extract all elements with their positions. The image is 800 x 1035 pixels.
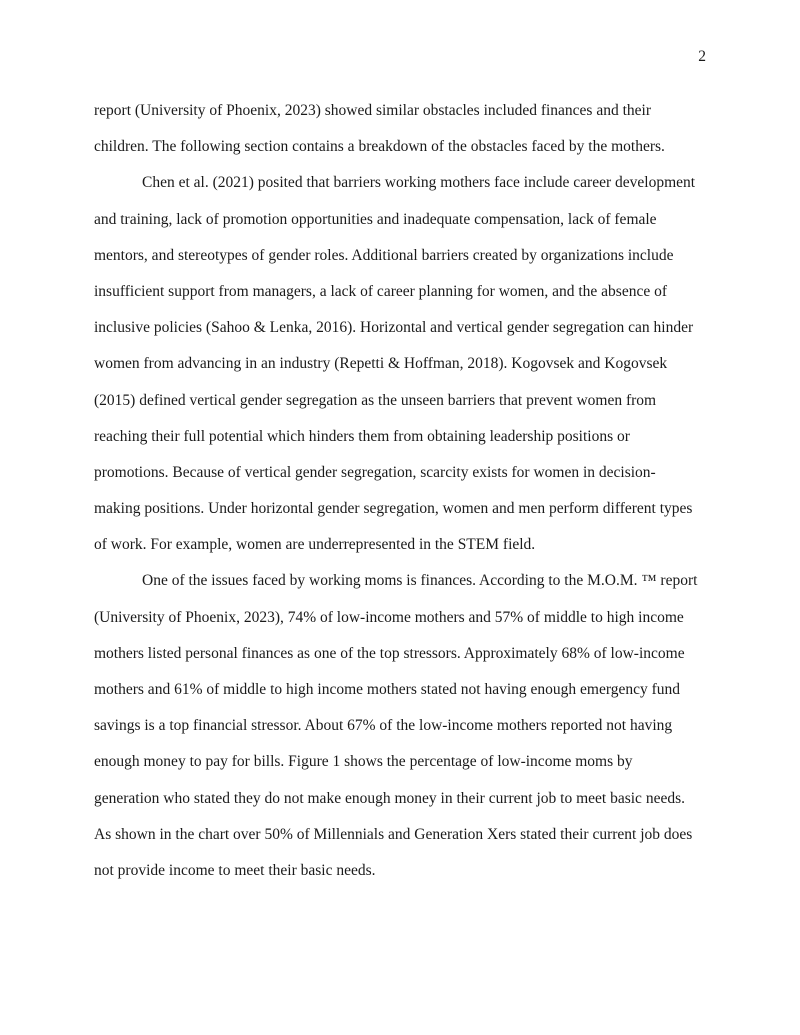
text-line: and training, lack of promotion opportunities and inadequate compensation, lack of female [94, 210, 657, 228]
text-line: enough money to pay for bills. Figure 1 shows the percentage of low-income moms by [94, 753, 633, 771]
text-line: generation who stated they do not make enough money in their current job to meet basic needs. [94, 789, 685, 807]
text-line: inclusive policies (Sahoo & Lenka, 2016). Horizontal and vertical gender segregation can hinder [94, 319, 694, 337]
text-line: One of the issues faced by working moms is finances. According to the M.O.M. ™ report [142, 572, 698, 590]
paragraph-continuation [94, 93, 710, 165]
text-line: insufficient support from managers, a lack of career planning for women, and the absence of [94, 282, 668, 300]
text-line: of work. For example, women are underrepresented in the STEM field. [94, 536, 536, 554]
text-line: Chen et al. (2021) posited that barriers working mothers face include career development [142, 174, 696, 192]
text-line: promotions. Because of vertical gender segregation, scarcity exists for women in decision- [94, 463, 656, 481]
text-line: mothers and 61% of middle to high income mothers stated not having enough emergency fund [94, 681, 681, 698]
text-line: mothers listed personal finances as one of the top stressors. Approximately 68% of low-income [94, 644, 685, 662]
text-line: women from advancing in an industry (Repetti & Hoffman, 2018). Kogovsek and Kogovsek [94, 355, 668, 373]
text-line: reaching their full potential which hinders them from obtaining leadership positions or [94, 427, 630, 445]
paragraph-finances [94, 563, 710, 889]
text-line: report (University of Phoenix, 2023) showed similar obstacles included finances and their [94, 102, 652, 119]
text-line: (2015) defined vertical gender segregation as the unseen barriers that prevent women from [94, 391, 657, 409]
text-line: savings is a top financial stressor. About 67% of the low-income mothers reported not having [94, 717, 673, 735]
text-line: making positions. Under horizontal gender segregation, women and men perform different types [94, 500, 693, 518]
page-number: 2 [698, 48, 706, 65]
text-line: children. The following section contains a breakdown of the obstacles faced by the mothers. [94, 138, 665, 156]
body-text [94, 93, 710, 889]
text-line: mentors, and stereotypes of gender roles. Additional barriers created by organizations include [94, 246, 674, 264]
text-line: As shown in the chart over 50% of Millennials and Generation Xers stated their current job does [94, 825, 693, 843]
paragraph-barriers [94, 165, 710, 563]
text-line: (University of Phoenix, 2023), 74% of low-income mothers and 57% of middle to high income [94, 608, 684, 626]
text-line: not provide income to meet their basic needs. [94, 861, 376, 879]
